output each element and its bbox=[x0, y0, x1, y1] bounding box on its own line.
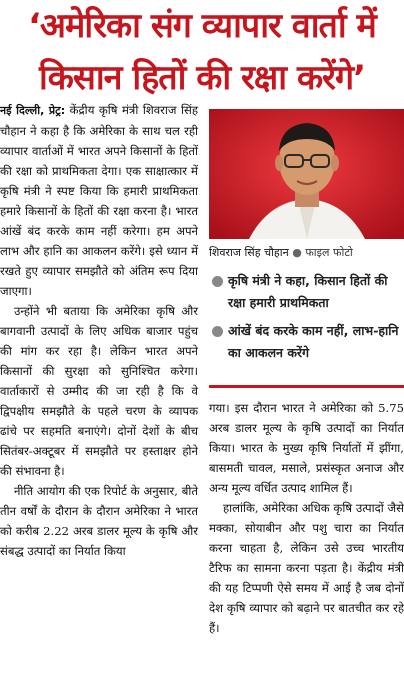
photo-caption bbox=[209, 245, 404, 261]
article-paragraph: हालांकि, अमेरिका अधिक कृषि उत्पादों जैसे मक्का, सोयाबीन और पशु चारा का निर्यात करना चाहता है, लेकिन उसे उच्च भारतीय टैरिफ का सामना करना पड़ता है। केंद्रीय मंत्री की यह टिप्पणी ऐसे समय में आई है जब दोनों देश कृषि व्यापार को बढ़ाने पर बातचीत कर रहे हैं। bbox=[209, 501, 404, 635]
article-paragraph: गया। इस दौरान भारत ने अमेरिका को 5.75 अरब डालर मूल्य के कृषि उत्पादों का निर्यात किया। भारत के मुख्य कृषि निर्यातों में झींगा, बासमती चावल, मसाले, प्रसंस्कृत अनाज और अन्य मूल्य वर्धित उत्पाद शामिल हैं। bbox=[209, 401, 404, 495]
headline bbox=[0, 0, 404, 104]
bullet-icon bbox=[212, 276, 223, 287]
dateline: नई दिल्ली, प्रेट्र: bbox=[0, 104, 66, 117]
paragraph-text: केंद्रीय कृषि मंत्री शिवराज सिंह चौहान ने कहा है कि अमेरिका के साथ चल रही व्यापार वार्ताओं में भारत अपने किसानों के हितों की रक्षा को प्राथमिकता देगा। एक साक्षात्कार में कृषि मंत्री ने स्पष्ट किया कि हमारी प्राथमिकता हमारे किसानों के हितों की रक्षा करना है। भारत आंखें बंद करके काम नहीं करेगा। हम अपने लाभ और हानि का आकलन करेंगे। इसे ध्यान में रखते हुए व्यापार समझौते को अंतिम रूप दिया जाएगा। bbox=[0, 103, 198, 298]
highlights-box bbox=[212, 270, 404, 370]
caption-credit: फाइल फोटो bbox=[305, 246, 353, 259]
highlight-item bbox=[212, 270, 404, 314]
portrait-illustration bbox=[209, 109, 404, 239]
article-paragraph: उन्होंने भी बताया कि अमेरिका कृषि और बागवानी उत्पादों के लिए अधिक बाजार पहुंच की मांग कर रहा है। लेकिन भारत अपने किसानों की सुरक्षा को सुनिश्चित करेगा। वार्ताकारों से उम्मीद की जा रही है कि वे द्विपक्षीय समझौते के पहले चरण के व्यापक ढांचे पर सहमति बनाएंगे। दोनों देशों के बीच सितंबर-अक्टूबर में समझौते पर हस्ताक्षर होने की संभावना है। bbox=[0, 304, 198, 478]
caption-dot-icon: ● bbox=[292, 246, 302, 259]
article-left-column bbox=[0, 100, 198, 561]
highlight-text: आंखें बंद करके काम नहीं, लाभ-हानि का आकलन करेंगे bbox=[228, 323, 399, 360]
headline-line-2: किसान हितों की रक्षा करेंगे’ bbox=[38, 58, 366, 98]
headline-line-1: ‘अमेरिका संग व्यापार वार्ता में bbox=[28, 6, 376, 46]
caption-name: शिवराज सिंह चौहान bbox=[209, 246, 289, 259]
highlight-text: कृषि मंत्री ने कहा, किसान हितों की रक्षा हमारी प्राथमिकता bbox=[228, 273, 388, 310]
bullet-icon bbox=[212, 326, 223, 337]
photo-shivraj-singh-chouhan bbox=[209, 109, 404, 239]
article-right-column bbox=[209, 398, 404, 638]
article-paragraph: नीति आयोग की एक रिपोर्ट के अनुसार, बीते तीन वर्षों के दौरान के दौरान अमेरिका ने भारत को करीब 2.22 अरब डालर मूल्य के कृषि और संबद्ध उत्पादों का निर्यात किया bbox=[0, 484, 198, 558]
highlight-item bbox=[212, 320, 404, 364]
section-divider bbox=[209, 385, 404, 388]
article-paragraph bbox=[0, 100, 198, 301]
